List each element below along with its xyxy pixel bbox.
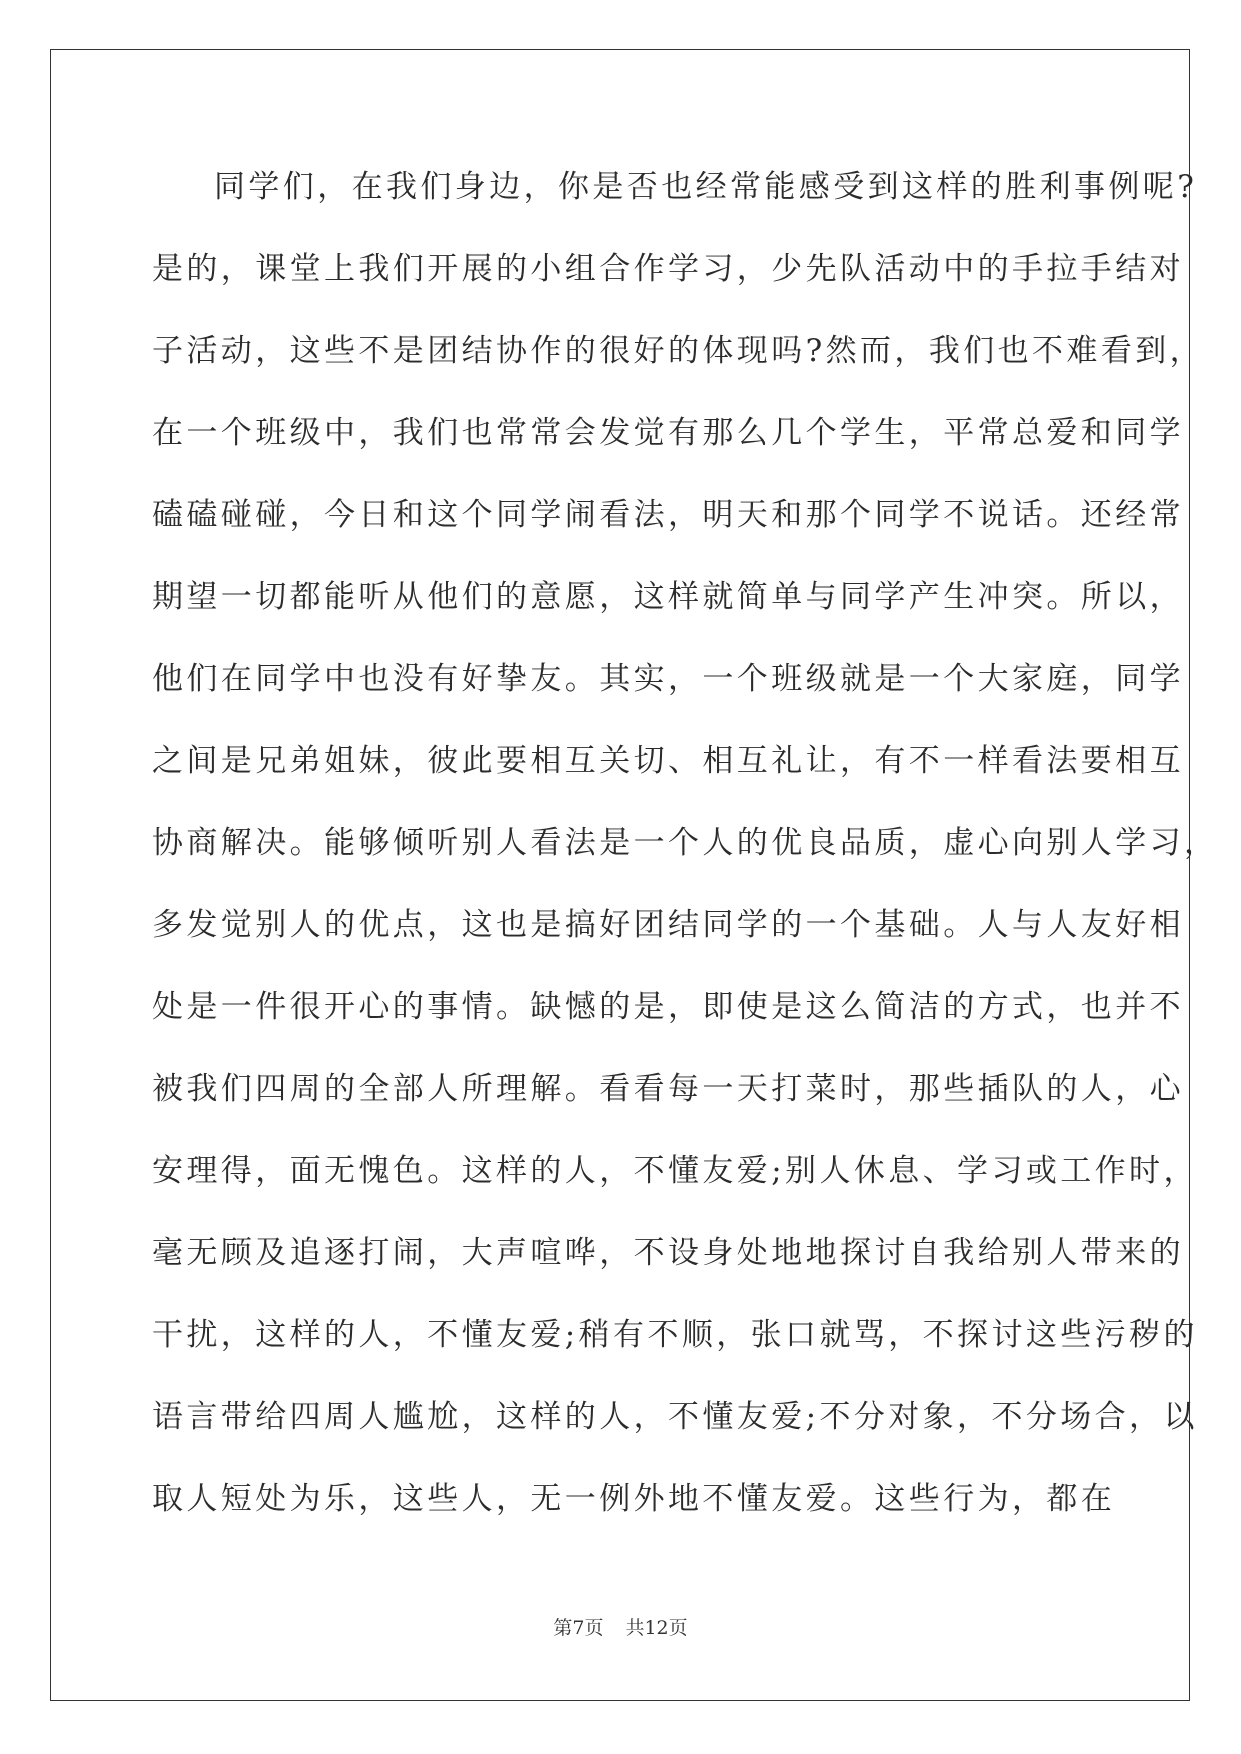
text-line: 处是一件很开心的事情。缺憾的是，即使是这么简洁的方式，也并不 <box>152 989 1184 1025</box>
text-line: 干扰，这样的人，不懂友爱;稍有不顺，张口就骂，不探讨这些污秽的 <box>152 1317 1198 1353</box>
text-line: 多发觉别人的优点，这也是搞好团结同学的一个基础。人与人友好相 <box>152 907 1184 943</box>
text-line: 同学们，在我们身边，你是否也经常能感受到这样的胜利事例呢? <box>214 169 1198 205</box>
text-line: 安理得，面无愧色。这样的人，不懂友爱;别人休息、学习或工作时， <box>152 1153 1198 1189</box>
text-line: 磕磕碰碰，今日和这个同学闹看法，明天和那个同学不说话。还经常 <box>152 497 1184 533</box>
body-text <box>152 161 1219 1555</box>
total-pages: 共12页 <box>625 1617 688 1639</box>
text-line: 取人短处为乐，这些人，无一例外地不懂友爱。这些行为，都在 <box>152 1481 1116 1517</box>
text-line: 毫无顾及追逐打闹，大声喧哗，不设身处地地探讨自我给别人带来的 <box>152 1235 1184 1271</box>
text-line: 协商解决。能够倾听别人看法是一个人的优良品质，虚心向别人学习， <box>152 825 1219 861</box>
text-line: 子活动，这些不是团结协作的很好的体现吗?然而，我们也不难看到， <box>152 333 1205 369</box>
text-line: 是的，课堂上我们开展的小组合作学习，少先队活动中的手拉手结对 <box>152 251 1184 287</box>
text-line: 他们在同学中也没有好挚友。其实，一个班级就是一个大家庭，同学 <box>152 661 1184 697</box>
text-line: 语言带给四周人尴尬，这样的人，不懂友爱;不分对象，不分场合，以 <box>152 1399 1198 1435</box>
text-line: 在一个班级中，我们也常常会发觉有那么几个学生，平常总爱和同学 <box>152 415 1184 451</box>
current-page-number: 第7页 <box>553 1617 604 1639</box>
text-line: 期望一切都能听从他们的意愿，这样就简单与同学产生冲突。所以， <box>152 579 1184 615</box>
page-footer <box>0 1613 1241 1640</box>
text-line: 之间是兄弟姐妹，彼此要相互关切、相互礼让，有不一样看法要相互 <box>152 743 1184 779</box>
text-line: 被我们四周的全部人所理解。看看每一天打菜时，那些插队的人，心 <box>152 1071 1184 1107</box>
